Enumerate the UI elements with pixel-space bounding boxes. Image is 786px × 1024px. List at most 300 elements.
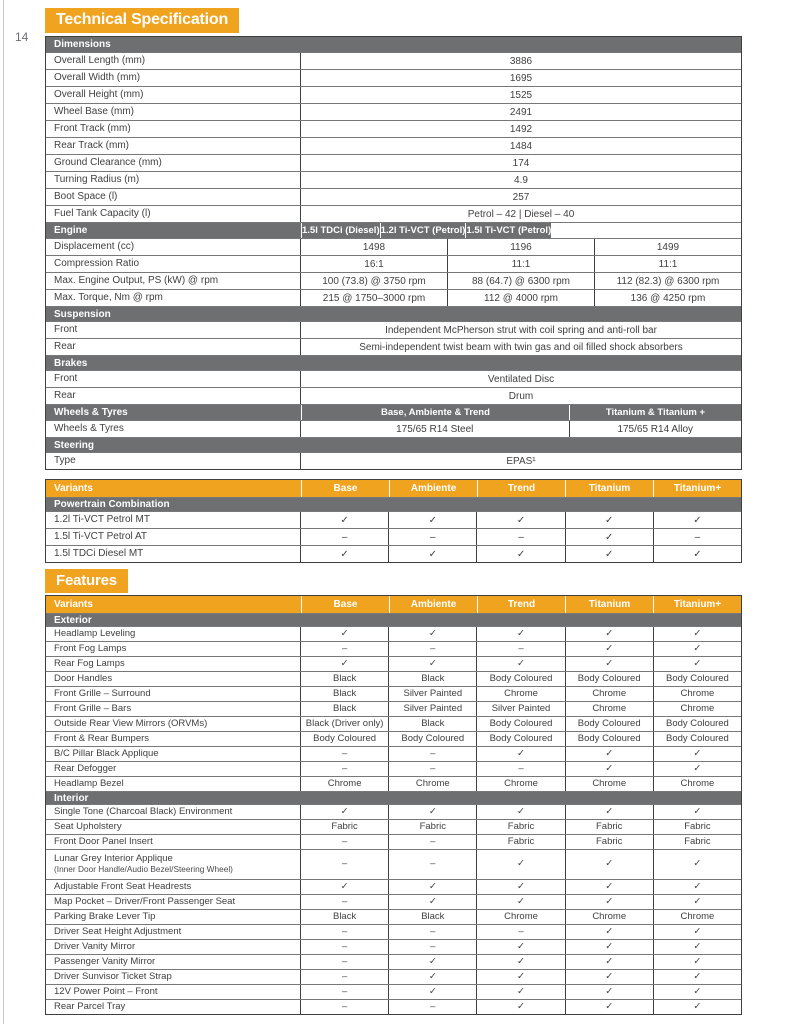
- value-text: Silver Painted: [389, 702, 477, 716]
- value-text: Body Coloured: [665, 672, 729, 684]
- value-text: Silver Painted: [389, 687, 477, 701]
- header-base: Base: [301, 596, 389, 613]
- spec-label: Ground Clearance (mm): [46, 155, 301, 171]
- check-mark: ✓: [566, 657, 654, 671]
- feature-label-text: Headlamp Leveling: [54, 627, 136, 639]
- check-mark: ✓: [566, 970, 654, 984]
- check-mark: ✓: [389, 955, 477, 969]
- check-mark: ✓: [566, 512, 654, 528]
- check-mark: ✓: [477, 940, 565, 954]
- feature-label: [46, 747, 301, 761]
- feature-label: [46, 985, 301, 999]
- feature-label: [46, 512, 301, 528]
- feature-label: [46, 895, 301, 909]
- dash-mark: –: [301, 835, 389, 849]
- header-trend: Trend: [477, 480, 565, 497]
- feature-row: [46, 909, 741, 924]
- dash-mark: –: [301, 955, 389, 969]
- features-table: [45, 595, 742, 1015]
- spec-row: [46, 321, 741, 338]
- feature-row: [46, 879, 741, 894]
- check-mark: ✓: [693, 548, 702, 560]
- spec-row: [46, 420, 741, 437]
- column-header: 1.5l TDCi (Diesel): [302, 225, 380, 236]
- spec-label: Overall Width (mm): [46, 70, 301, 86]
- column-header: 1.5l Ti-VCT (Petrol): [466, 225, 552, 236]
- feature-row: [46, 686, 741, 701]
- spec-label: Front Track (mm): [46, 121, 301, 137]
- feature-label: [46, 642, 301, 656]
- value-text: 112 (82.3) @ 6300 rpm: [616, 275, 720, 287]
- spec-row: [46, 370, 741, 387]
- table-header-row: [46, 596, 741, 613]
- spec-label: Displacement (cc): [46, 239, 301, 255]
- value-text: Body Coloured: [566, 672, 654, 686]
- feature-label-text: 1.2l Ti-VCT Petrol MT: [54, 514, 150, 526]
- value-text: Body Coloured: [301, 732, 389, 746]
- feature-label: [46, 850, 301, 879]
- spec-label: Fuel Tank Capacity (l): [46, 206, 301, 222]
- check-mark: ✓: [693, 514, 702, 526]
- check-mark: ✓: [693, 925, 702, 937]
- check-mark: ✓: [693, 805, 702, 817]
- check-mark: ✓: [566, 627, 654, 641]
- value-text: Chrome: [389, 777, 477, 791]
- feature-label-text: Driver Vanity Mirror: [54, 940, 136, 952]
- feature-row: [46, 716, 741, 731]
- value-text: Fabric: [684, 835, 711, 847]
- feature-label-text: Rear Defogger: [54, 762, 117, 774]
- value-text: Black: [389, 672, 477, 686]
- header-base: Base: [301, 480, 389, 497]
- check-mark: ✓: [566, 895, 654, 909]
- check-mark: ✓: [477, 747, 565, 761]
- feature-label-text: 1.5l Ti-VCT Petrol AT: [54, 531, 147, 543]
- check-mark: ✓: [477, 512, 565, 528]
- check-mark: ✓: [389, 895, 477, 909]
- check-mark: ✓: [566, 955, 654, 969]
- feature-row: [46, 626, 741, 641]
- feature-label: [46, 925, 301, 939]
- check-mark: ✓: [389, 805, 477, 819]
- value-text: Chrome: [566, 687, 654, 701]
- dash-mark: –: [389, 925, 477, 939]
- feature-label-text: 1.5l TDCi Diesel MT: [54, 548, 144, 560]
- feature-label: [46, 880, 301, 894]
- feature-label: [46, 835, 301, 849]
- check-mark: ✓: [693, 940, 702, 952]
- check-mark: ✓: [301, 512, 389, 528]
- feature-row: [46, 761, 741, 776]
- feature-sublabel-text: (Inner Door Handle/Audio Bezel/Steering Wheel): [54, 864, 233, 875]
- spec-row: [46, 171, 741, 188]
- spec-label: Rear Track (mm): [46, 138, 301, 154]
- check-mark: ✓: [477, 895, 565, 909]
- feature-label-text: Lunar Grey Interior Applique: [54, 853, 173, 865]
- spec-label: Rear: [46, 388, 301, 404]
- feature-label-text: Single Tone (Charcoal Black) Environment: [54, 805, 233, 817]
- dash-mark: –: [477, 762, 565, 776]
- feature-label-text: Front Grille – Surround: [54, 687, 151, 699]
- check-mark: ✓: [566, 642, 654, 656]
- check-mark: ✓: [566, 1000, 654, 1014]
- dash-mark: –: [389, 1000, 477, 1014]
- spec-label: Max. Engine Output, PS (kW) @ rpm: [46, 273, 301, 289]
- value-text: Chrome: [477, 777, 565, 791]
- value-text: 11:1: [448, 256, 595, 272]
- check-mark: ✓: [301, 657, 389, 671]
- feature-label: [46, 732, 301, 746]
- dash-mark: –: [301, 747, 389, 761]
- check-mark: ✓: [693, 747, 702, 759]
- value-text: Chrome: [680, 910, 715, 922]
- feature-label-text: Front Fog Lamps: [54, 642, 127, 654]
- feature-label: [46, 717, 301, 731]
- feature-row: [46, 969, 741, 984]
- spec-row: [46, 120, 741, 137]
- dash-mark: –: [477, 642, 565, 656]
- table-header-row: [46, 480, 741, 497]
- feature-row: [46, 804, 741, 819]
- value-text: 16:1: [301, 256, 448, 272]
- value-text: Black (Driver only): [301, 717, 389, 731]
- check-mark: ✓: [693, 642, 702, 654]
- dash-mark: –: [301, 895, 389, 909]
- technical-specification-table: [45, 36, 742, 470]
- spec-row: [46, 205, 741, 222]
- section-header: Powertrain Combination: [46, 497, 741, 511]
- value-text: 175/65 R14 Alloy: [617, 423, 694, 435]
- section-header: Wheels & Tyres: [46, 405, 301, 420]
- spec-row: [46, 188, 741, 205]
- check-mark: ✓: [693, 895, 702, 907]
- value-text: 1196: [448, 239, 595, 255]
- section-header: Interior: [46, 791, 741, 804]
- variant-row: [46, 511, 741, 528]
- value-text: Fabric: [477, 820, 565, 834]
- spec-value: Petrol – 42 | Diesel – 40: [467, 208, 575, 220]
- value-text: Body Coloured: [665, 732, 729, 744]
- spec-label: Type: [46, 453, 301, 469]
- feature-label-text: B/C Pillar Black Applique: [54, 747, 159, 759]
- value-text: Chrome: [477, 687, 565, 701]
- check-mark: ✓: [477, 880, 565, 894]
- value-text: Fabric: [684, 820, 711, 832]
- value-text: Body Coloured: [389, 732, 477, 746]
- check-mark: ✓: [566, 805, 654, 819]
- check-mark: ✓: [477, 1000, 565, 1014]
- value-text: 11:1: [658, 258, 678, 270]
- feature-row: [46, 731, 741, 746]
- features-title: Features: [45, 569, 128, 593]
- feature-label: [46, 777, 301, 791]
- spec-value: 1492: [509, 123, 533, 135]
- check-mark: ✓: [693, 627, 702, 639]
- feature-label: [46, 805, 301, 819]
- feature-label-text: Front Door Panel Insert: [54, 835, 153, 847]
- feature-row: [46, 641, 741, 656]
- value-text: Body Coloured: [566, 732, 654, 746]
- section-header: Brakes: [46, 355, 741, 370]
- check-mark: ✓: [301, 880, 389, 894]
- feature-row: [46, 746, 741, 761]
- header-ambiente: Ambiente: [389, 480, 477, 497]
- value-text: Chrome: [680, 702, 715, 714]
- check-mark: ✓: [693, 1000, 702, 1012]
- check-mark: ✓: [477, 657, 565, 671]
- dash-mark: –: [301, 940, 389, 954]
- value-text: Chrome: [566, 910, 654, 924]
- spec-label: Overall Height (mm): [46, 87, 301, 103]
- feature-label: [46, 910, 301, 924]
- spec-label: Rear: [46, 339, 301, 355]
- header-trend: Trend: [477, 596, 565, 613]
- feature-label-text: Headlamp Bezel: [54, 777, 124, 789]
- spec-value: Semi-independent twist beam with twin gas and oil filled shock absorbers: [359, 341, 683, 353]
- feature-label-text: Parking Brake Lever Tip: [54, 910, 156, 922]
- dash-mark: –: [389, 835, 477, 849]
- check-mark: ✓: [477, 985, 565, 999]
- value-text: Body Coloured: [477, 717, 565, 731]
- check-mark: ✓: [389, 880, 477, 894]
- feature-label-text: Door Handles: [54, 672, 113, 684]
- dash-mark: –: [301, 850, 389, 879]
- value-text: Body Coloured: [477, 732, 565, 746]
- section-header: Dimensions: [46, 37, 741, 52]
- value-text: 136 @ 4250 rpm: [630, 292, 706, 304]
- dash-mark: –: [389, 850, 477, 879]
- check-mark: ✓: [566, 925, 654, 939]
- feature-label-text: Seat Upholstery: [54, 820, 122, 832]
- value-text: Chrome: [566, 777, 654, 791]
- spec-row: [46, 387, 741, 404]
- check-mark: ✓: [477, 970, 565, 984]
- spec-label: Front: [46, 371, 301, 387]
- spec-value: 1484: [509, 140, 533, 152]
- check-mark: ✓: [389, 657, 477, 671]
- feature-row: [46, 954, 741, 969]
- value-text: Black: [301, 910, 389, 924]
- spec-row: [46, 255, 741, 272]
- feature-label-text: 12V Power Point – Front: [54, 985, 158, 997]
- spec-label: Compression Ratio: [46, 256, 301, 272]
- check-mark: ✓: [477, 805, 565, 819]
- spec-row: [46, 289, 741, 306]
- header-titanium: Titanium: [565, 596, 653, 613]
- spec-value: 2491: [509, 106, 533, 118]
- column-header: Base, Ambiente & Trend: [301, 405, 569, 420]
- powertrain-variants-table: [45, 479, 742, 563]
- feature-row: [46, 999, 741, 1014]
- value-text: 88 (64.7) @ 6300 rpm: [448, 273, 595, 289]
- section-header-row: [46, 222, 741, 238]
- check-mark: ✓: [389, 985, 477, 999]
- check-mark: ✓: [389, 546, 477, 562]
- dash-mark: –: [389, 747, 477, 761]
- dash-mark: –: [477, 925, 565, 939]
- feature-label: [46, 657, 301, 671]
- spec-row: [46, 103, 741, 120]
- spec-row: [46, 452, 741, 469]
- feature-label-text: Front & Rear Bumpers: [54, 732, 150, 744]
- value-text: Body Coloured: [665, 717, 729, 729]
- check-mark: ✓: [389, 970, 477, 984]
- feature-label: [46, 1000, 301, 1014]
- dash-mark: –: [301, 529, 389, 545]
- dash-mark: –: [301, 762, 389, 776]
- check-mark: ✓: [301, 627, 389, 641]
- check-mark: ✓: [566, 747, 654, 761]
- spec-row: [46, 338, 741, 355]
- column-header: 1.2l Ti-VCT (Petrol): [380, 225, 466, 236]
- value-text: 215 @ 1750–3000 rpm: [301, 290, 448, 306]
- feature-row: [46, 924, 741, 939]
- spec-row: [46, 52, 741, 69]
- feature-label: [46, 672, 301, 686]
- spec-label: Wheel Base (mm): [46, 104, 301, 120]
- check-mark: ✓: [566, 940, 654, 954]
- value-text: Fabric: [566, 835, 654, 849]
- value-text: Chrome: [477, 910, 565, 924]
- feature-row: [46, 776, 741, 791]
- spec-value: Ventilated Disc: [487, 373, 555, 385]
- value-text: Chrome: [566, 702, 654, 716]
- spec-value: EPAS¹: [506, 455, 536, 467]
- column-header: Titanium & Titanium +: [569, 405, 741, 420]
- feature-label: [46, 762, 301, 776]
- header-titanium-: Titanium+: [653, 596, 741, 613]
- value-text: Body Coloured: [566, 717, 654, 731]
- spec-value: 1695: [509, 72, 533, 84]
- feature-row: [46, 939, 741, 954]
- check-mark: ✓: [301, 805, 389, 819]
- header-variants-label: Variants: [46, 596, 301, 613]
- section-header-row: [46, 404, 741, 420]
- check-mark: ✓: [693, 985, 702, 997]
- check-mark: ✓: [566, 546, 654, 562]
- check-mark: ✓: [389, 512, 477, 528]
- value-text: 1498: [301, 239, 448, 255]
- page-number: 14: [15, 30, 29, 44]
- section-header: Engine: [46, 223, 301, 238]
- section-header: Steering: [46, 437, 741, 452]
- dash-mark: –: [301, 985, 389, 999]
- value-text: Fabric: [301, 820, 389, 834]
- page-edge-line: [3, 0, 4, 1024]
- dash-mark: –: [301, 642, 389, 656]
- spec-label: Overall Length (mm): [46, 53, 301, 69]
- header-titanium-: Titanium+: [653, 480, 741, 497]
- value-text: Silver Painted: [477, 702, 565, 716]
- check-mark: ✓: [477, 546, 565, 562]
- spec-label: Turning Radius (m): [46, 172, 301, 188]
- check-mark: ✓: [477, 955, 565, 969]
- check-mark: ✓: [566, 762, 654, 776]
- spec-value: 174: [512, 157, 530, 169]
- spec-row: [46, 86, 741, 103]
- feature-label-text: Rear Parcel Tray: [54, 1000, 126, 1012]
- dash-mark: –: [389, 762, 477, 776]
- value-text: Chrome: [680, 687, 715, 699]
- dash-mark: –: [301, 1000, 389, 1014]
- feature-row: [46, 819, 741, 834]
- check-mark: ✓: [693, 955, 702, 967]
- value-text: Body Coloured: [477, 672, 565, 686]
- dash-mark: –: [694, 531, 701, 543]
- header-variants-label: Variants: [46, 480, 301, 497]
- technical-specification-title: Technical Specification: [45, 8, 239, 33]
- spec-label: Max. Torque, Nm @ rpm: [46, 290, 301, 306]
- feature-label: [46, 702, 301, 716]
- check-mark: ✓: [693, 657, 702, 669]
- dash-mark: –: [301, 925, 389, 939]
- spec-row: [46, 137, 741, 154]
- feature-label: [46, 687, 301, 701]
- check-mark: ✓: [389, 627, 477, 641]
- feature-label: [46, 627, 301, 641]
- section-header: Exterior: [46, 613, 741, 626]
- value-text: 175/65 R14 Steel: [301, 421, 570, 437]
- feature-row: [46, 834, 741, 849]
- value-text: Black: [301, 702, 389, 716]
- feature-label-text: Map Pocket – Driver/Front Passenger Seat: [54, 895, 236, 907]
- feature-label-text: Rear Fog Lamps: [54, 657, 125, 669]
- spec-value: 4.9: [514, 174, 528, 186]
- spec-label: Boot Space (l): [46, 189, 301, 205]
- feature-row: [46, 849, 741, 879]
- spec-row: [46, 154, 741, 171]
- check-mark: ✓: [566, 529, 654, 545]
- spec-row: [46, 272, 741, 289]
- feature-label: [46, 955, 301, 969]
- feature-label-text: Driver Sunvisor Ticket Strap: [54, 970, 172, 982]
- feature-row: [46, 984, 741, 999]
- check-mark: ✓: [566, 850, 654, 879]
- header-titanium: Titanium: [565, 480, 653, 497]
- spec-value: 257: [512, 191, 530, 203]
- spec-value: 1525: [509, 89, 533, 101]
- check-mark: ✓: [566, 985, 654, 999]
- check-mark: ✓: [693, 880, 702, 892]
- dash-mark: –: [389, 642, 477, 656]
- feature-label: [46, 529, 301, 545]
- feature-label-text: Adjustable Front Seat Headrests: [54, 880, 192, 892]
- feature-label: [46, 820, 301, 834]
- feature-row: [46, 656, 741, 671]
- feature-label-text: Driver Seat Height Adjustment: [54, 925, 182, 937]
- check-mark: ✓: [477, 627, 565, 641]
- dash-mark: –: [301, 970, 389, 984]
- value-text: Black: [301, 687, 389, 701]
- value-text: 112 @ 4000 rpm: [448, 290, 595, 306]
- variant-row: [46, 528, 741, 545]
- check-mark: ✓: [693, 858, 702, 870]
- value-text: Chrome: [301, 777, 389, 791]
- value-text: Chrome: [680, 777, 715, 789]
- feature-label-text: Outside Rear View Mirrors (ORVMs): [54, 717, 208, 729]
- value-text: Black: [389, 910, 477, 924]
- spec-label: Front: [46, 322, 301, 338]
- dash-mark: –: [389, 940, 477, 954]
- variant-row: [46, 545, 741, 562]
- page-content: [45, 8, 742, 1015]
- check-mark: ✓: [693, 970, 702, 982]
- spec-value: Independent McPherson strut with coil spring and anti-roll bar: [385, 324, 657, 336]
- dash-mark: –: [389, 529, 477, 545]
- feature-label: [46, 970, 301, 984]
- spec-value: 3886: [509, 55, 533, 67]
- feature-label-text: Passenger Vanity Mirror: [54, 955, 156, 967]
